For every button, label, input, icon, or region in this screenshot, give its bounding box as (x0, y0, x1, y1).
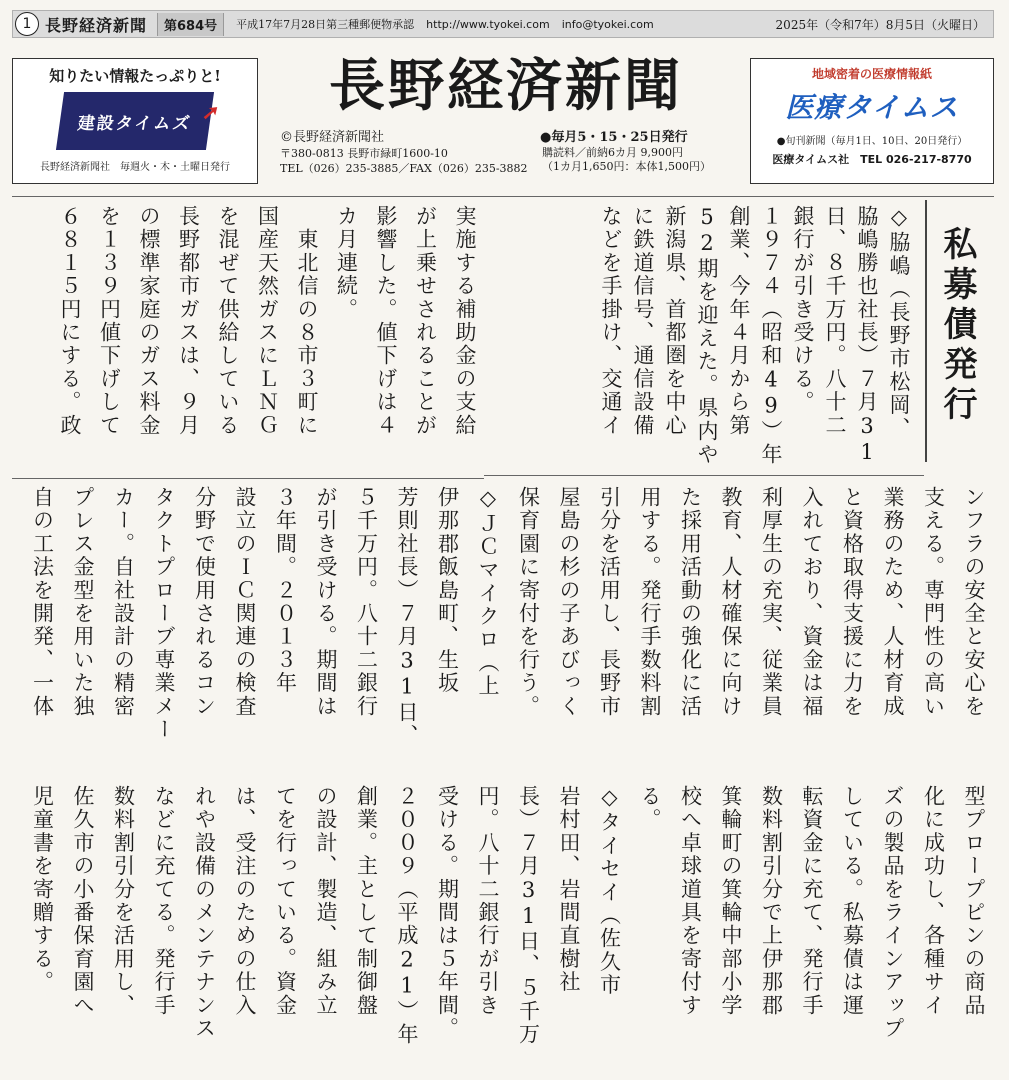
article-column: カー。自社設計の精密 (111, 486, 136, 718)
article-column: ６８１５円にする。政 (58, 205, 82, 437)
article-column: 創業、今年４月から第 (727, 205, 751, 437)
article-column: 保育園に寄付を行う。 (516, 486, 541, 718)
article-column: 引分を活用し、長野市 (597, 486, 622, 718)
article-column: ズの製品をラインアップ (881, 785, 905, 1041)
article-column: を混ぜて供給している (216, 205, 240, 437)
article-column: 伊那郡飯島町、生坂 (435, 486, 460, 695)
ad-footer: 長野経済新聞社 毎週火・木・土曜日発行 (40, 162, 230, 173)
article-column: 数料割引分で上伊那郡 (759, 785, 784, 1017)
ad-kensetsu-times[interactable] (12, 58, 258, 184)
article-column: と資格取得支援に力を (840, 486, 865, 718)
issue-date: 2025年（令和7年）8月5日（火曜日） (775, 17, 985, 32)
ad-note: ●旬刊新聞（毎月1日、10日、20日発行） (776, 136, 968, 147)
article-column: てを行っている。資金 (273, 785, 298, 1017)
divider (484, 475, 924, 476)
article-column: 実施する補助金の支給 (453, 205, 477, 437)
arrow-icon: ➚ (200, 100, 223, 124)
article-column: 分野で使用されるコン (192, 486, 217, 718)
article-column: 佐久市の小番保育園へ (71, 785, 95, 1017)
article-column: 業務のため、人材育成 (881, 486, 905, 718)
article-column: などを手掛け、交通イ (599, 205, 623, 437)
article-column: ンフラの安全と安心を (962, 486, 986, 718)
article-column: 新潟県、首都圏を中心 (663, 205, 687, 437)
ad-tagline: 地域密着の医療情報紙 (811, 67, 932, 81)
article-column: ◇ＪＣマイクロ（上 (476, 486, 500, 698)
article-column: 影響した。値下げは４ (374, 205, 398, 437)
article-column: 数料割引分を活用し、 (111, 785, 136, 1017)
article-column: カ月連続。 (334, 205, 359, 321)
article-column: 箕輪町の箕輪中部小学 (719, 785, 743, 1017)
article-column: 受ける。期間は５年間。 (435, 785, 460, 1041)
article-column: に鉄道信号、通信設備 (631, 205, 655, 437)
publication-schedule: ●毎月5・15・25日発行 (540, 130, 688, 145)
article-column: 銀行が引き受ける。 (791, 205, 815, 414)
article-column: 芳則社長）７月31日、 (395, 486, 419, 748)
article-column: 用する。発行手数料割 (638, 486, 662, 718)
article-column: 利厚生の充実、従業員 (759, 486, 784, 718)
article-column: れや設備のメンテナンス (192, 785, 217, 1041)
article-column: 転資金に充て、発行手 (800, 785, 824, 1017)
page-number: 1 (15, 12, 39, 36)
article-column: 化に成功し、各種サイ (921, 785, 946, 1017)
article-column: １９７４（昭和49）年 (759, 205, 783, 467)
publisher-address (280, 146, 528, 176)
newspaper-title: 長野経済新聞 (329, 53, 683, 119)
article-column: 岩村田、岩間直樹社 (557, 785, 581, 994)
postal-approval: 平成17年7月28日第三種郵便物承認 (236, 18, 415, 31)
article-column: 国産天然ガスにＬＮＧ (255, 205, 280, 437)
article-column: 長）７月31日、５千万 (516, 785, 541, 1047)
divider (12, 196, 994, 197)
article-headline-box (925, 200, 989, 462)
price-line: 購読料／前納6カ月 9,900円 (542, 146, 683, 159)
ad-headline: 知りたい情報たっぷりと! (49, 67, 221, 85)
masthead (12, 48, 994, 190)
article-column: が引き受ける。期間は (314, 486, 338, 718)
article-column: 入れており、資金は福 (800, 486, 824, 718)
article-column: 児童書を寄贈する。 (30, 785, 55, 994)
article-column: ◇タイセイ（佐久市 (597, 785, 622, 997)
article-column: 創業。主として制御盤 (354, 785, 379, 1017)
issue-number: 第684号 (157, 13, 224, 36)
masthead-center (276, 54, 736, 186)
article-headline: 私募債発行 (937, 226, 977, 426)
ad-iryo-times[interactable] (750, 58, 994, 184)
article-column: タクトプローブ専業メー (152, 486, 176, 742)
divider (12, 478, 484, 479)
publisher: ©長野経済新聞社 (280, 130, 385, 145)
article-column: た採用活動の強化に活 (678, 486, 703, 718)
logo-text: 建設タイムズ (76, 113, 193, 134)
kensetsu-times-logo (56, 92, 223, 150)
paper-name: 長野経済新聞 (45, 15, 148, 35)
article-column: を１３９円値下げして (97, 205, 122, 437)
article-column: 校へ卓球道具を寄付す (678, 785, 703, 1017)
article-column: ◇脇嶋（長野市松岡、 (887, 205, 911, 440)
article-column: が上乗せされることが (413, 205, 438, 437)
article-column: 東北信の８市３町に (295, 205, 319, 437)
iryo-times-logo: 医療タイムス (785, 91, 959, 124)
article-column: ２００９（平成21）年 (395, 785, 419, 1047)
article-column: 52期を迎えた。県内や (695, 205, 719, 467)
article-column: の標準家庭のガス料金 (137, 205, 161, 437)
article-column: ３年間。２０１３年 (273, 486, 298, 695)
article-column: る。 (638, 785, 662, 832)
email-link[interactable]: info@tyokei.com (561, 17, 654, 31)
article-column: 型プロープピンの商品 (962, 785, 986, 1017)
article-column: の設計、製造、組み立 (314, 785, 338, 1017)
article-column: プレス金型を用いた独 (71, 486, 95, 718)
article-column: などに充てる。発行手 (152, 785, 176, 1017)
subscription-price (542, 146, 711, 174)
article-column: 自の工法を開発、一体 (30, 486, 55, 718)
article-column: 円。八十二銀行が引き (476, 785, 500, 1017)
price-detail: （1カ月1,650円：本体1,500円） (542, 160, 711, 173)
website-link[interactable]: http://www.tyokei.com (426, 17, 550, 31)
ad-contact: 医療タイムス社 TEL 026-217-8770 (772, 153, 972, 166)
article-column: 長野都市ガスは、９月 (176, 205, 201, 437)
article-column: 支える。専門性の高い (921, 486, 946, 718)
article-column: ５千万円。八十二銀行 (354, 486, 379, 718)
phone-fax: TEL（026）235-3885／FAX（026）235-3882 (280, 162, 528, 175)
article-column: 脇嶋勝也社長）７月31 (855, 205, 879, 467)
article-column: 屋島の杉の子あびっく (557, 486, 581, 718)
article-column: は、受注のための仕入 (233, 785, 257, 1017)
article-column: 日、８千万円。八十二 (823, 205, 847, 437)
top-meta-bar (12, 10, 994, 38)
article-column: している。私募債は運 (840, 785, 865, 1017)
address-line: 〒380-0813 長野市緑町1600-10 (280, 147, 448, 160)
article-column: 教育、人材確保に向け (719, 486, 743, 718)
article-column: 設立のＩＣ関連の検査 (233, 486, 257, 718)
